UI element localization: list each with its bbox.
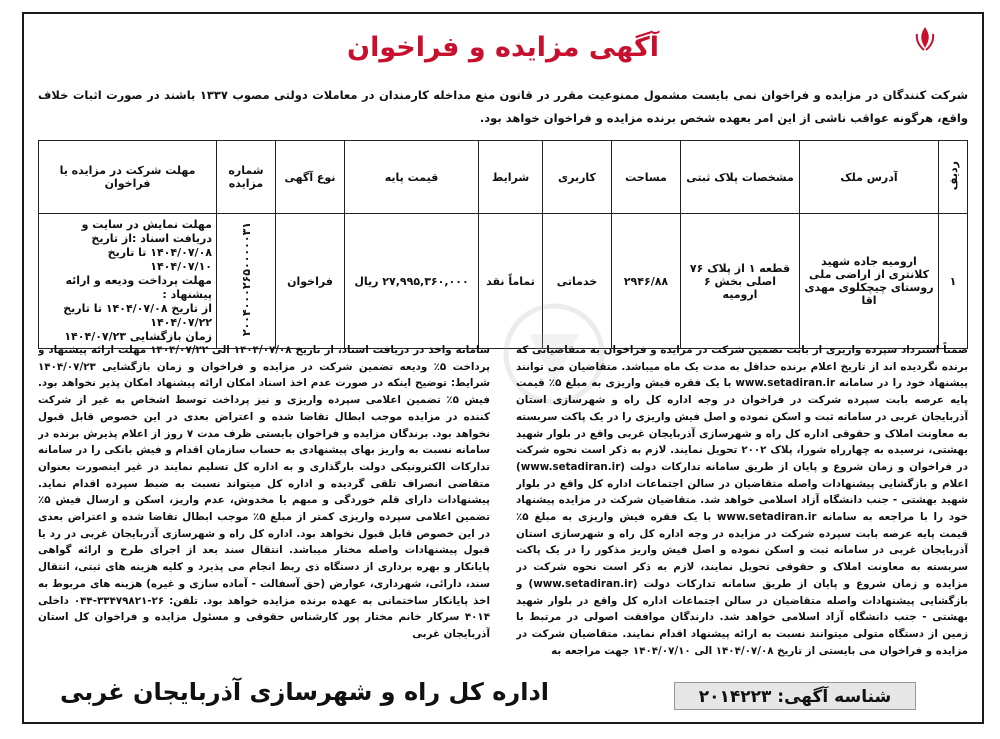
header-usage: کاربری <box>543 141 612 214</box>
header-plate: مشخصات پلاک ثبتی <box>681 141 800 214</box>
header-terms: شرایط <box>479 141 543 214</box>
header-deadline: مهلت شرکت در مزایده یا فراخوان <box>39 141 217 214</box>
auction-number: ۲۰۰۴۰۰۰۲۶۵۰۰۰۰۰۳۱ <box>239 222 253 337</box>
header-ad-type: نوع آگهی <box>276 141 345 214</box>
header-area: مساحت <box>612 141 681 214</box>
cell-terms: تماماً نقد <box>479 214 543 349</box>
cell-plate: قطعه ۱ از پلاک ۷۶ اصلی بخش ۶ ارومیه <box>681 214 800 349</box>
header-row-number: ردیف <box>939 141 968 214</box>
cell-row-number: ۱ <box>939 214 968 349</box>
header-address: آدرس ملک <box>800 141 939 214</box>
terms-right-column: ضمناً استرداد سپرده واریزی از بابت تضمین شرکت در مزایده و فراخوان به متقاضیانی که برنده نگردیده اند از تاریخ اعلام برنده حداقل به مدت یک ماه میباشد. متقاضیان می توانند پیشنهاد خود را در سامانه www.setadiran.ir با یک فقره فیش واریزی به مبلغ ۵٪ قیمت پایه عرصه بابت سپرده شرکت در فراخوان در وجه اداره کل راه و شهرسازی استان آذربایجان غربی در سامانه ثبت و اسکن نموده و اصل فیش واریزی را در یک پاکت سربسته به معاونت املاک و حقوقی اداره کل راه و شهرسازی آذربایجان غربی واقع در بلوار شهید بهشتی، نرسیده به چهارراه شورا، پلاک ۲۰۰۲ تحویل نمایند. لازم به ذکر است نحوه شرکت در فراخوان و زمان شروع و پایان از طریق سامانه تدارکات دولت (www.setadiran.ir) اعلام و بازگشایی پیشنهادات واصله متقاضیان در سالن اجتماعات اداره کل واقع در بلوار شهید بهشتی - جنب دانشگاه آزاد اسلامی خواهد شد. متقاضیان شرکت در مزایده پیشنهاد خود را با مراجعه به سامانه www.setadiran.ir با یک فقره فیش واریزی به مبلغ ۵٪ قیمت پایه عرصه بابت سپرده شرکت در مزایده در وجه اداره کل راه و شهرسازی استان آذربایجان غربی در سامانه ثبت و اسکن نموده و اصل فیش واریز مذکور را در یک پاکت سربسته به معاونت املاک و حقوقی تحویل نمایند، لازم به ذکر است نحوه شرکت در مزایده و زمان شروع و پایان از طریق سامانه تدارکات دولت (www.setadiran.ir) و بازگشایی پیشنهادات واصله متقاضیان در سالن اجتماعات اداره کل واقع در بلوار شهید بهشتی - جنب دانشگاه آزاد اسلامی خواهد شد. دارندگان موافقت اصولی در مرتبط با زمین از دستگاه متولی میتوانند نسبت به ارائه پیشنهاد اقدام نمایند. متقاضیان شرکت در مزایده و فراخوان می بایستی از تاریخ ۱۴۰۴/۰۷/۰۸ الی ۱۴۰۴/۰۷/۱۰ جهت مراجعه به <box>516 344 968 657</box>
cell-address: ارومیه جاده شهید کلانتری از اراضی ملی روستای چیچکلوی مهدی اقا <box>800 214 939 349</box>
cell-usage: خدماتی <box>543 214 612 349</box>
cell-auction-no <box>217 214 276 349</box>
cell-base-price: ۲۷,۹۹۵,۳۶۰,۰۰۰ ریال <box>345 214 479 349</box>
cell-ad-type: فراخوان <box>276 214 345 349</box>
ad-intro: شرکت کنندگان در مزایده و فراخوان نمی بایست مشمول ممنوعیت مقرر در قانون منع مداخله کارمندان در معاملات دولتی مصوب ۱۳۳۷ باشند در صورت اثبات خلاف واقع، هرگونه عواقب ناشی از این امر بعهده شخص برنده مزایده و فراخوان خواهد بود. <box>38 88 969 125</box>
header-auction-no: شماره مزایده <box>217 141 276 214</box>
ad-id-badge: شناسه آگهی: ۲۰۱۴۲۲۳ <box>674 682 916 710</box>
ad-frame <box>22 12 984 724</box>
cell-deadline: مهلت نمایش در سایت و دریافت اسناد :از تاریخ ۱۴۰۴/۰۷/۰۸ تا تاریخ ۱۴۰۴/۰۷/۱۰ مهلت پرداخت ودیعه و ارائه پیشنهاد : از تاریخ ۱۴۰۴/۰۷/۰۸ تا تاریخ ۱۴۰۴/۰۷/۲۲ زمان بازگشایی ۱۴۰۴/۰۷/۲۳ <box>39 214 217 349</box>
organization-name: اداره کل راه و شهرسازی آذربایجان غربی <box>60 678 549 706</box>
ad-title: آگهی مزایده و فراخوان <box>347 32 659 63</box>
terms-left-column: سامانه واخذ در دریافت اسناد، از تاریخ ۱۴۰۴/۰۷/۰۸ الی ۱۴۰۴/۰۷/۲۲ مهلت ارائه پیشنهاد و پرداخت ۵٪ ودیعه تضمین شرکت در مزایده و فراخوان و زمان بازگشایی ۱۴۰۴/۰۷/۲۳ شرایط: توضیح اینکه در صورت عدم اخذ اسناد امکان ارائه پیشنهاد امکان پذیر نخواهد بود. فیش ۵٪ تضمین اعلامی سپرده واریزی و نیز پرداخت توسط اشخاص به غیر از شرکت کننده در مزایده موجب ابطال تقاضا شده و اعتراض بعدی در این خصوص قابل قبول نخواهد بود. برندگان مزایده و فراخوان بایستی ظرف مدت ۷ روز از اعلام پذیرش برنده در سامانه نسبت به واریز بهای پیشنهادی به حساب سازمان اقدام و فیش بانکی را در سامانه تدارکات الکترونیکی دولت بارگذاری و به اداره کل تسلیم نمایند در غیر اینصورت بعنوان متقاضی انصراف تلقی گردیده و اداره کل میتواند نسبت به ضبط سپرده اقدام نماید. پیشنهادات دارای قلم خوردگی و مبهم یا مخدوش، عدم واریز، اسکن و ارسال فیش ۵٪ تضمین اعلامی سپرده واریزی کمتر از مبلغ ۵٪ موجب ابطال تقاضا شده و اعتراض بعدی در این خصوص قابل قبول نخواهد بود. اداره کل راه و شهرسازی آذربایجان غربی در رد یا قبول پیشنهادات واصله مختار میباشد. انتقال سند بعد از اجرای طرح و ارائه گواهی پایانکار و بهره برداری از دستگاه ذی ربط انجام می پذیرد و کلیه هزینه های ثبتی، انتقال سند، دارائی، شهرداری، عوارض (حق آسفالت - آماده سازی و غیره) هزینه های مربوط به اخذ پایانکار ساختمانی به عهده برنده مزایده خواهد بود. تلفن: ۲۶-۳۳۴۷۹۸۲۱-۰۴۴ داخلی ۴۰۱۴ سرکار خانم مختار پور کارشناس حقوقی و مسئول مزایده و فراخوان کل استان آذربایجان غربی <box>38 344 490 640</box>
header-base-price: قیمت پایه <box>345 141 479 214</box>
cell-area: ۲۹۴۶/۸۸ <box>612 214 681 349</box>
table-header-row <box>39 141 968 214</box>
